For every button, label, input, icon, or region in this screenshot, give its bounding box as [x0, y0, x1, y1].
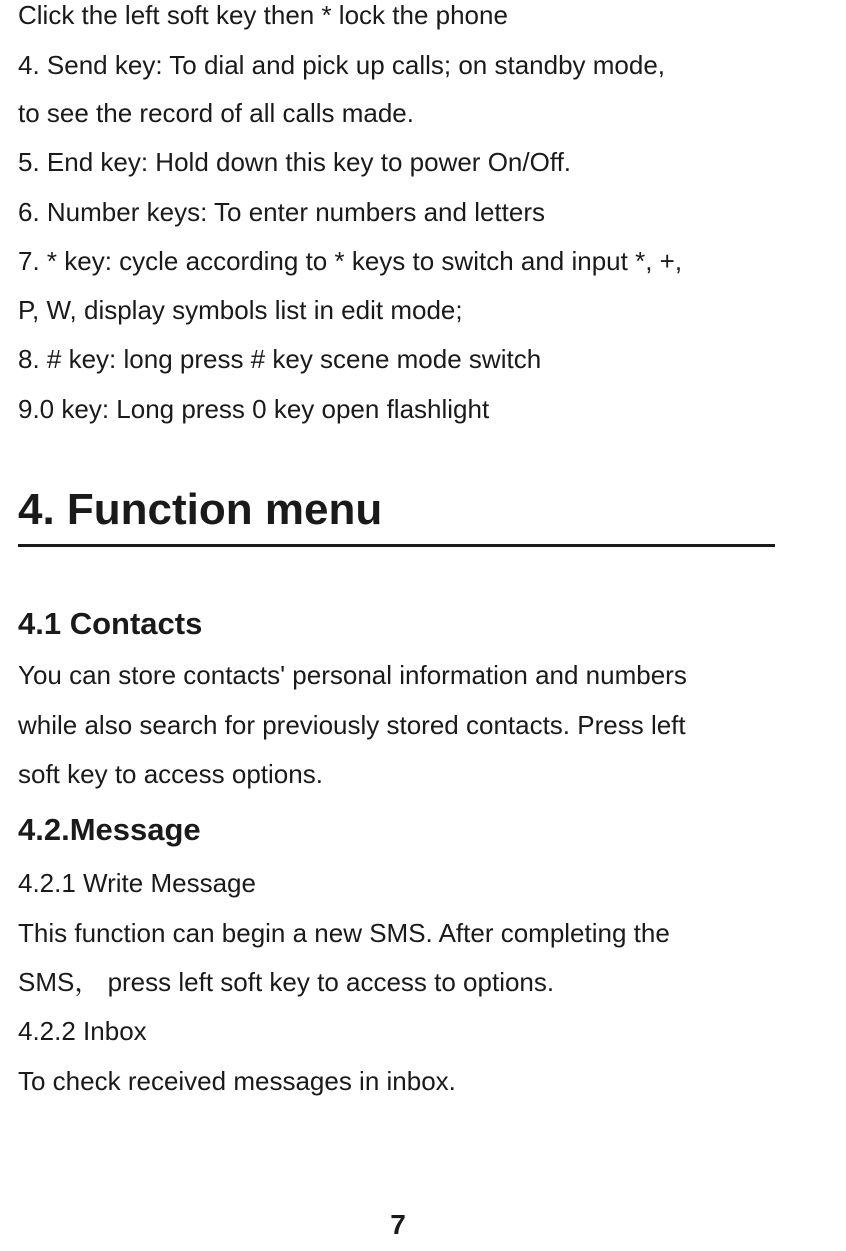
contacts-heading: 4.1 Contacts: [18, 606, 203, 641]
text-line-send-key-cont: to see the record of all calls made.: [18, 98, 414, 128]
contacts-body-line: soft key to access options.: [18, 759, 323, 789]
text-line-star-key: 7. * key: cycle according to * keys to switch and input *, +,: [18, 246, 683, 276]
contacts-body-line: while also search for previously stored contacts. Press left: [18, 710, 686, 740]
write-message-heading: 4.2.1 Write Message: [18, 868, 256, 898]
text-line-lock-phone: Click the left soft key then * lock the phone: [18, 0, 508, 30]
page-number: 7: [390, 1209, 406, 1240]
inbox-body: To check received messages in inbox.: [18, 1066, 456, 1096]
write-message-body-line: SMS， press left soft key to access to options.: [18, 967, 555, 997]
text-line-star-key-cont: P, W, display symbols list in edit mode;: [18, 295, 463, 325]
message-heading: 4.2.Message: [18, 812, 201, 847]
text-line-hash-key: 8. # key: long press # key scene mode switch: [18, 344, 542, 374]
text-line-number-keys: 6. Number keys: To enter numbers and letters: [18, 197, 545, 227]
text-line-zero-key: 9.0 key: Long press 0 key open flashlight: [18, 394, 490, 424]
write-message-body-line: This function can begin a new SMS. After completing the: [18, 918, 670, 948]
contacts-body-line: You can store contacts' personal information and numbers: [18, 660, 687, 690]
section-heading: 4. Function menu: [18, 485, 383, 534]
text-line-end-key: 5. End key: Hold down this key to power On/Off.: [18, 147, 572, 177]
text-line-send-key: 4. Send key: To dial and pick up calls; on standby mode,: [18, 50, 666, 80]
heading-rule: [18, 544, 775, 547]
inbox-heading: 4.2.2 Inbox: [18, 1016, 147, 1046]
